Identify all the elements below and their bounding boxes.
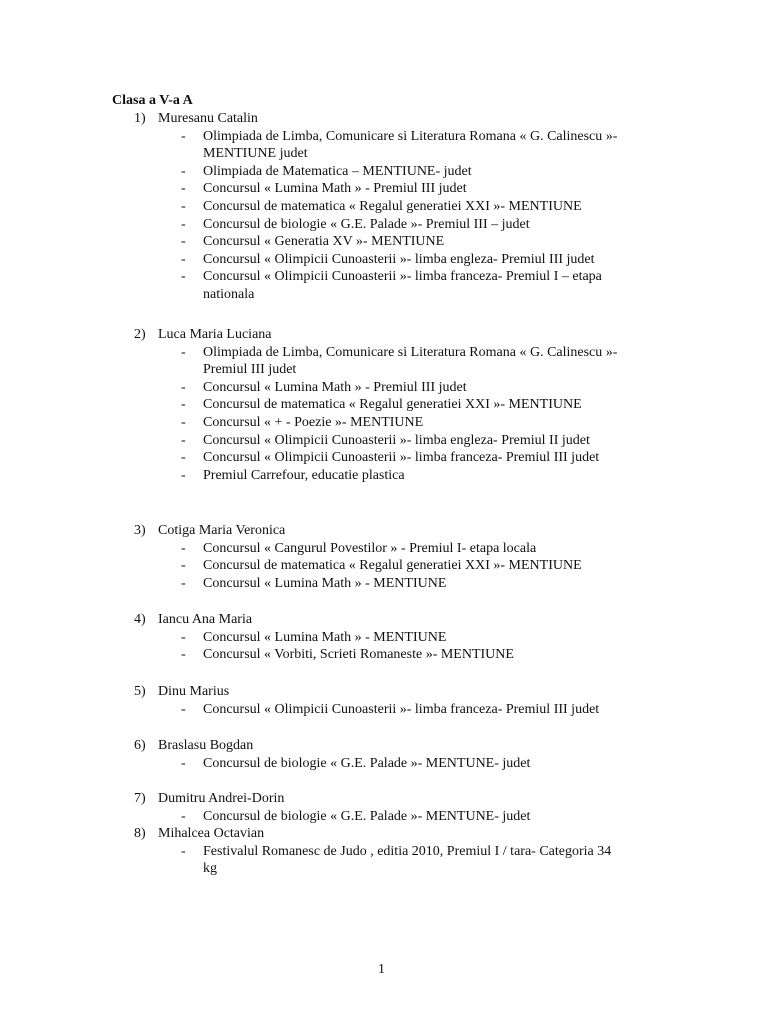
award-bullet: - — [181, 397, 186, 413]
award-line: Premiul Carrefour, educatie plastica — [203, 467, 405, 483]
student-number: 7) — [134, 791, 146, 806]
award-line: Concursul « Vorbiti, Scrieti Romaneste »- MENTIUNE — [203, 647, 514, 663]
award-bullet: - — [181, 344, 186, 360]
student-number: 1) — [134, 111, 146, 126]
award-line: Concursul « Olimpicii Cunoasterii »- limba engleza- Premiul III judet — [203, 251, 595, 267]
student-number: 6) — [134, 738, 146, 753]
student-name: Mihalcea Octavian — [158, 826, 265, 841]
award-line: Concursul « Olimpicii Cunoasterii »- limba franceza- Premiul III judet — [203, 450, 600, 466]
student-number: 4) — [134, 612, 146, 627]
award-bullet: - — [181, 629, 186, 645]
student-number: 5) — [134, 684, 146, 699]
award-line: Concursul de matematica « Regalul generatiei XXI »- MENTIUNE — [203, 397, 582, 413]
student-name: Cotiga Maria Veronica — [158, 523, 286, 538]
award-bullet: - — [181, 251, 186, 267]
student-name: Luca Maria Luciana — [158, 327, 272, 342]
page-number: 1 — [378, 962, 385, 977]
award-line: Concursul de matematica « Regalul generatiei XXI »- MENTIUNE — [203, 558, 582, 574]
award-line: Olimpiada de Limba, Comunicare si Literatura Romana « G. Calinescu »- — [203, 128, 618, 144]
student-name: Iancu Ana Maria — [158, 612, 253, 627]
award-bullet: - — [181, 415, 186, 430]
award-bullet: - — [181, 701, 186, 717]
award-line: Festivalul Romanesc de Judo , editia 2010, Premiul I / tara- Categoria 34 — [203, 843, 612, 859]
award-bullet: - — [181, 540, 186, 556]
award-line: Concursul « Lumina Math » - Premiul III judet — [203, 181, 467, 197]
award-line: kg — [203, 861, 217, 877]
award-bullet: - — [181, 379, 186, 395]
award-line: Concursul de biologie « G.E. Palade »- MENTUNE- judet — [203, 755, 531, 771]
student-name: Braslasu Bogdan — [158, 738, 254, 753]
student-number: 8) — [134, 826, 146, 841]
award-bullet: - — [181, 432, 186, 448]
award-line: Concursul « Lumina Math » - MENTIUNE — [203, 629, 447, 645]
award-line: Olimpiada de Limba, Comunicare si Literatura Romana « G. Calinescu »- — [203, 344, 618, 360]
award-line: Concursul « Olimpicii Cunoasterii »- limba engleza- Premiul II judet — [203, 432, 590, 448]
award-bullet: - — [181, 128, 186, 144]
award-bullet: - — [181, 450, 186, 466]
award-bullet: - — [181, 234, 186, 250]
student-name: Dumitru Andrei-Dorin — [158, 791, 285, 806]
award-bullet: - — [181, 269, 186, 285]
student-number: 3) — [134, 523, 146, 538]
award-line: nationala — [203, 287, 255, 302]
award-bullet: - — [181, 647, 186, 663]
award-bullet: - — [181, 808, 186, 824]
student-number: 2) — [134, 327, 146, 342]
award-bullet: - — [181, 755, 186, 771]
award-line: Concursul « Cangurul Povestilor » - Premiul I- etapa locala — [203, 540, 537, 556]
award-line: Premiul III judet — [203, 362, 297, 378]
award-bullet: - — [181, 843, 186, 859]
award-bullet: - — [181, 199, 186, 214]
award-line: Olimpiada de Matematica – MENTIUNE- judet — [203, 163, 472, 179]
award-line: Concursul « Generatia XV »- MENTIUNE — [203, 234, 445, 250]
student-name: Muresanu Catalin — [158, 111, 258, 126]
award-bullet: - — [181, 163, 186, 179]
award-line: Concursul « Lumina Math » - Premiul III judet — [203, 379, 467, 395]
award-bullet: - — [181, 558, 186, 574]
award-line: Concursul de matematica « Regalul generatiei XXI »- MENTIUNE — [203, 199, 582, 214]
award-bullet: - — [181, 575, 186, 591]
award-bullet: - — [181, 181, 186, 197]
award-line: Concursul « Olimpicii Cunoasterii »- limba franceza- Premiul III judet — [203, 701, 600, 717]
award-line: Concursul « Olimpicii Cunoasterii »- limba franceza- Premiul I – etapa — [203, 269, 602, 285]
award-line: Concursul « + - Poezie »- MENTIUNE — [203, 415, 424, 430]
award-line: Concursul de biologie « G.E. Palade »- Premiul III – judet — [203, 216, 530, 232]
award-line: Concursul de biologie « G.E. Palade »- MENTUNE- judet — [203, 808, 531, 824]
award-line: MENTIUNE judet — [203, 146, 308, 162]
award-bullet: - — [181, 467, 186, 483]
award-line: Concursul « Lumina Math » - MENTIUNE — [203, 575, 447, 591]
student-name: Dinu Marius — [158, 684, 230, 699]
class-title: Clasa a V-a A — [112, 93, 193, 108]
award-bullet: - — [181, 216, 186, 232]
